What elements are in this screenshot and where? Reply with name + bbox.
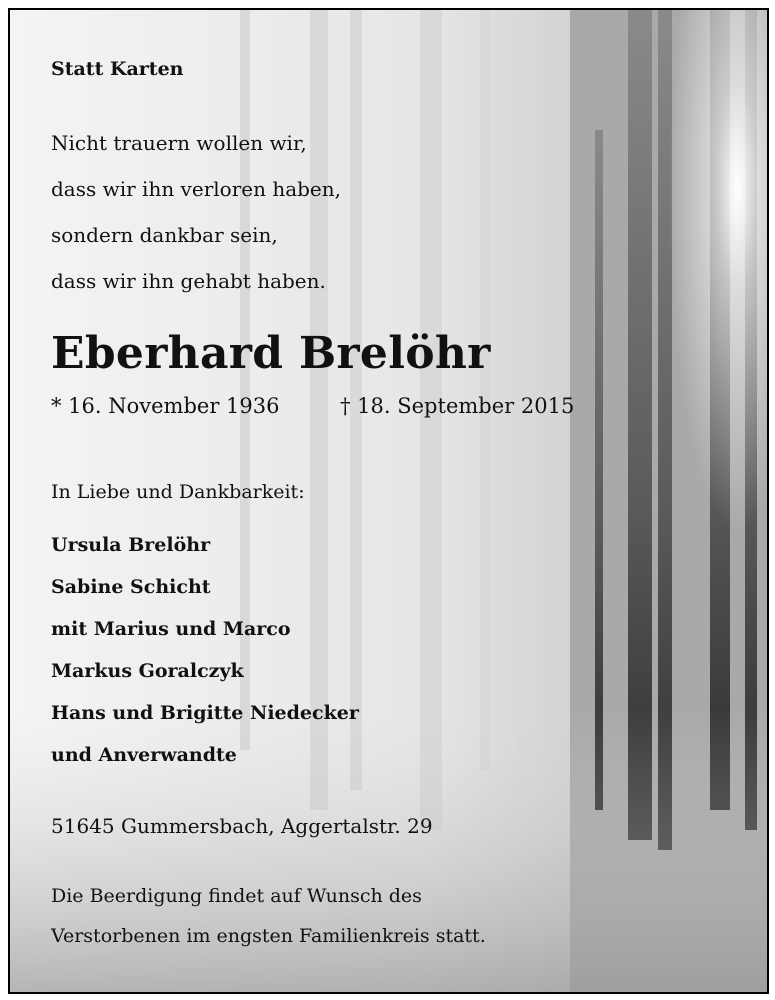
poem-line: dass wir ihn gehabt haben. — [51, 269, 326, 293]
poem-line: sondern dankbar sein, — [51, 223, 278, 247]
deceased-name: Eberhard Brelöhr — [51, 328, 491, 379]
mourner-name: und Anverwandte — [51, 744, 237, 766]
mourner-name: Markus Goralczyk — [51, 660, 244, 682]
mourner-name: Ursula Brelöhr — [51, 534, 211, 556]
mourner-name: Hans und Brigitte Niedecker — [51, 702, 359, 724]
address: 51645 Gummersbach, Aggertalstr. 29 — [51, 814, 433, 838]
mourners-list — [51, 524, 359, 776]
obituary-card — [8, 8, 769, 994]
funeral-notice — [51, 876, 486, 956]
notice-line: Verstorbenen im engsten Familienkreis statt. — [51, 925, 486, 947]
poem — [51, 120, 341, 304]
poem-line: dass wir ihn verloren haben, — [51, 177, 342, 201]
birth-date: * 16. November 1936 — [51, 394, 280, 418]
death-date: † 18. September 2015 — [340, 394, 575, 418]
poem-line: Nicht trauern wollen wir, — [51, 131, 307, 155]
obituary-text — [10, 10, 767, 992]
mourner-name: mit Marius und Marco — [51, 618, 291, 640]
mourner-name: Sabine Schicht — [51, 576, 211, 598]
notice-line: Die Beerdigung findet auf Wunsch des — [51, 885, 422, 907]
mourners-intro: In Liebe und Dankbarkeit: — [51, 481, 305, 503]
header-label: Statt Karten — [51, 58, 184, 80]
life-dates — [51, 394, 575, 418]
